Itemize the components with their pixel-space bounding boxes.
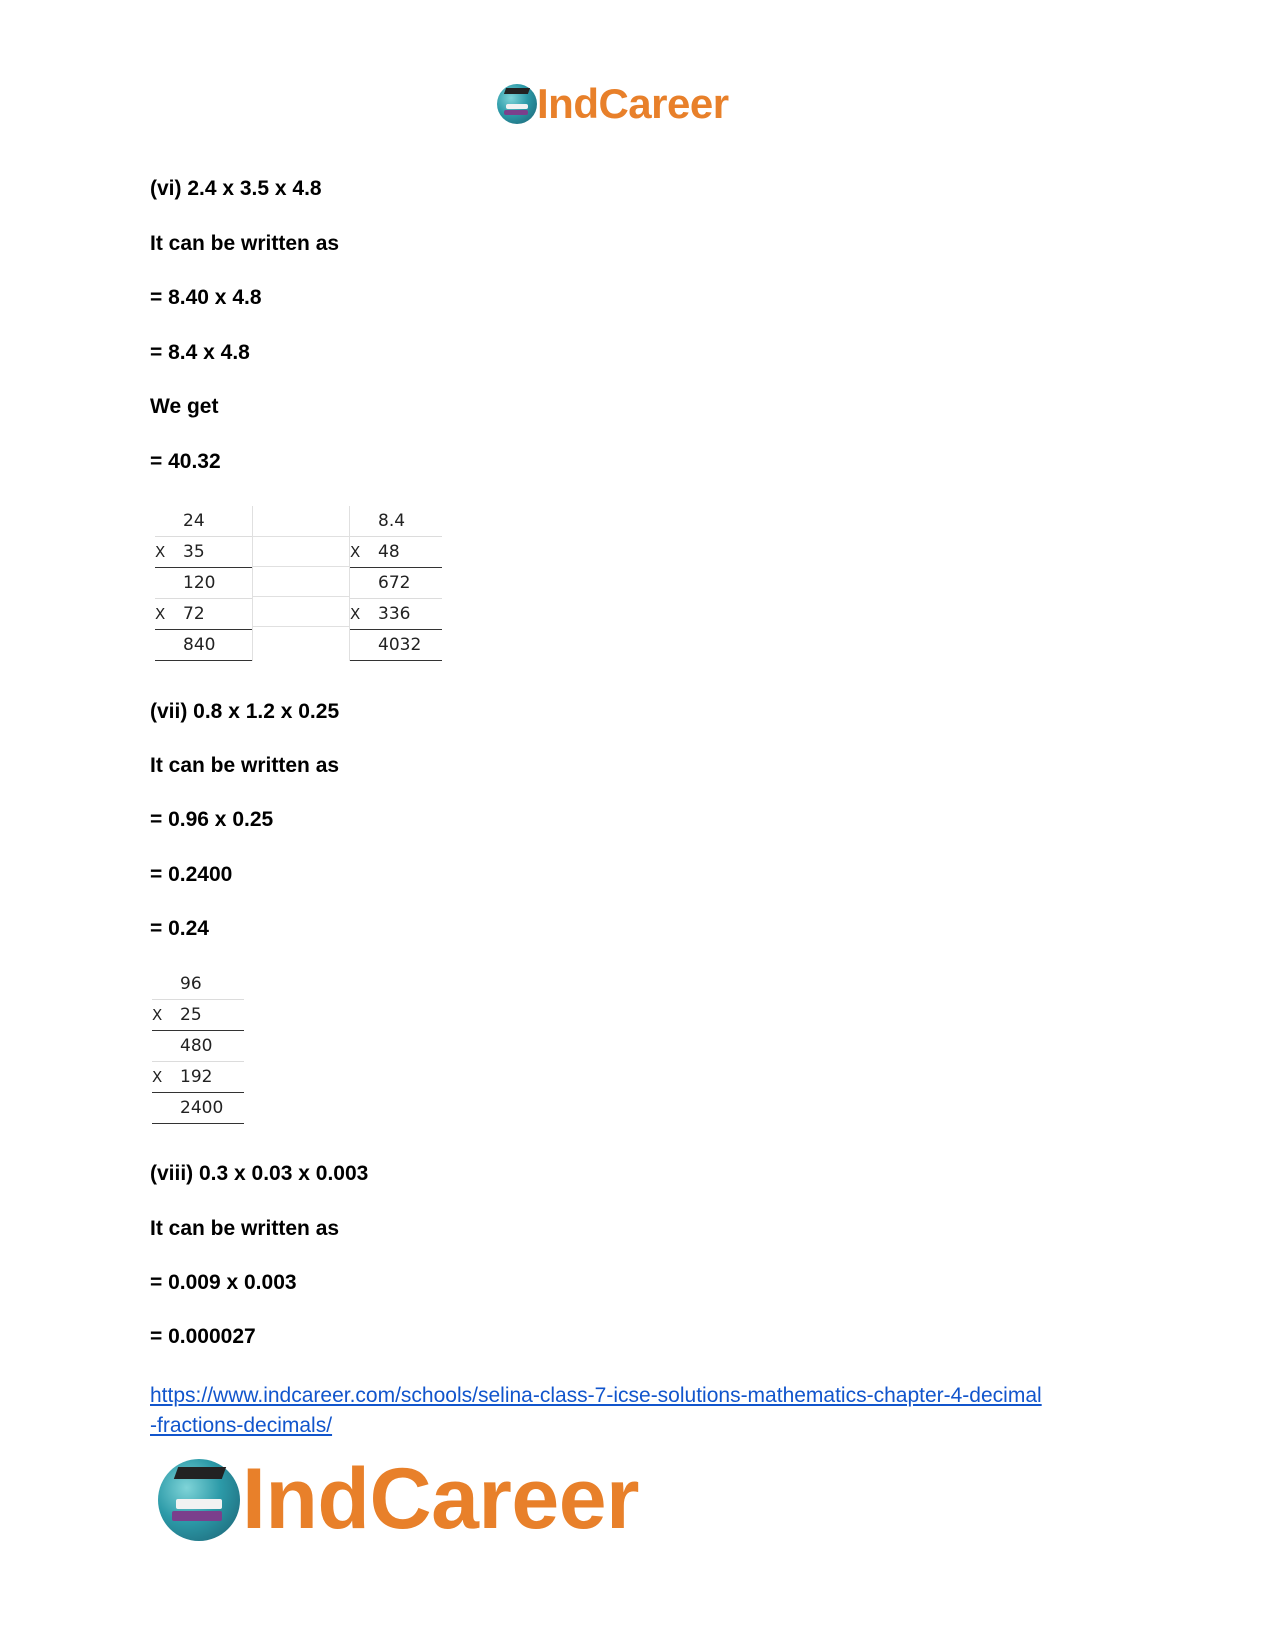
section-vi-title: (vi) 2.4 x 3.5 x 4.8 (150, 177, 322, 200)
logo-text: IndCareer (242, 1451, 639, 1547)
section-vi-result: = 40.32 (150, 450, 221, 473)
section-viii-step1: = 0.009 x 0.003 (150, 1271, 297, 1294)
table-row (152, 1000, 244, 1031)
footer-logo (158, 1450, 639, 1549)
table-row (350, 599, 442, 630)
table-row (350, 568, 442, 599)
operator-sign: X (155, 599, 179, 630)
table-row (155, 630, 252, 661)
multiplication-table-vi-right (350, 506, 442, 661)
table-row (152, 1062, 244, 1093)
table-number: 2400 (176, 1093, 244, 1124)
operator-sign: X (350, 599, 374, 630)
section-vii-step1: = 0.96 x 0.25 (150, 808, 274, 831)
table-number: 4032 (374, 630, 442, 661)
table-number: 35 (179, 537, 252, 568)
section-viii-written: It can be written as (150, 1217, 340, 1240)
operator-sign (350, 506, 374, 537)
table-number: 96 (176, 969, 244, 1000)
table-row (152, 1093, 244, 1124)
table-number: 24 (179, 506, 252, 537)
operator-sign (155, 630, 179, 661)
operator-sign: X (152, 1000, 176, 1031)
section-vii-written: It can be written as (150, 754, 340, 777)
section-vi-written: It can be written as (150, 232, 340, 255)
source-link-line2[interactable]: -fractions-decimals/ (150, 1414, 333, 1437)
operator-sign (155, 506, 179, 537)
logo-text: IndCareer (537, 80, 729, 127)
multiplication-table-vii (152, 969, 244, 1124)
table-row (350, 506, 442, 537)
section-vii-result: = 0.24 (150, 917, 209, 940)
table-number: 120 (179, 568, 252, 599)
header-logo (497, 80, 729, 128)
table-number: 192 (176, 1062, 244, 1093)
operator-sign (155, 568, 179, 599)
operator-sign (152, 1031, 176, 1062)
logo-globe-icon (158, 1459, 240, 1541)
source-link[interactable] (150, 1381, 1042, 1441)
table-row (152, 1031, 244, 1062)
operator-sign: X (350, 537, 374, 568)
table-row (350, 630, 442, 661)
operator-sign (152, 969, 176, 1000)
table-row (155, 537, 252, 568)
section-vi-weget: We get (150, 395, 219, 418)
table-number: 48 (374, 537, 442, 568)
logo-globe-icon (497, 84, 537, 124)
operator-sign: X (155, 537, 179, 568)
table-gap (252, 506, 350, 661)
section-vii-title: (vii) 0.8 x 1.2 x 0.25 (150, 700, 340, 723)
table-number: 840 (179, 630, 252, 661)
operator-sign: X (152, 1062, 176, 1093)
table-number: 25 (176, 1000, 244, 1031)
operator-sign (152, 1093, 176, 1124)
section-vii-step2: = 0.2400 (150, 863, 233, 886)
section-viii-title: (viii) 0.3 x 0.03 x 0.003 (150, 1162, 369, 1185)
operator-sign (350, 568, 374, 599)
table-number: 672 (374, 568, 442, 599)
table-number: 480 (176, 1031, 244, 1062)
section-vi-step1: = 8.40 x 4.8 (150, 286, 262, 309)
operator-sign (350, 630, 374, 661)
table-number: 8.4 (374, 506, 442, 537)
table-row (350, 537, 442, 568)
section-vi-step2: = 8.4 x 4.8 (150, 341, 250, 364)
table-number: 336 (374, 599, 442, 630)
section-viii-result: = 0.000027 (150, 1325, 256, 1348)
table-row (152, 969, 244, 1000)
table-row (155, 506, 252, 537)
table-row (155, 568, 252, 599)
table-row (155, 599, 252, 630)
source-link-line1[interactable]: https://www.indcareer.com/schools/selina-class-7-icse-solutions-mathematics-chapter-4-decimal (150, 1384, 1042, 1407)
multiplication-table-vi-left (155, 506, 252, 661)
table-number: 72 (179, 599, 252, 630)
